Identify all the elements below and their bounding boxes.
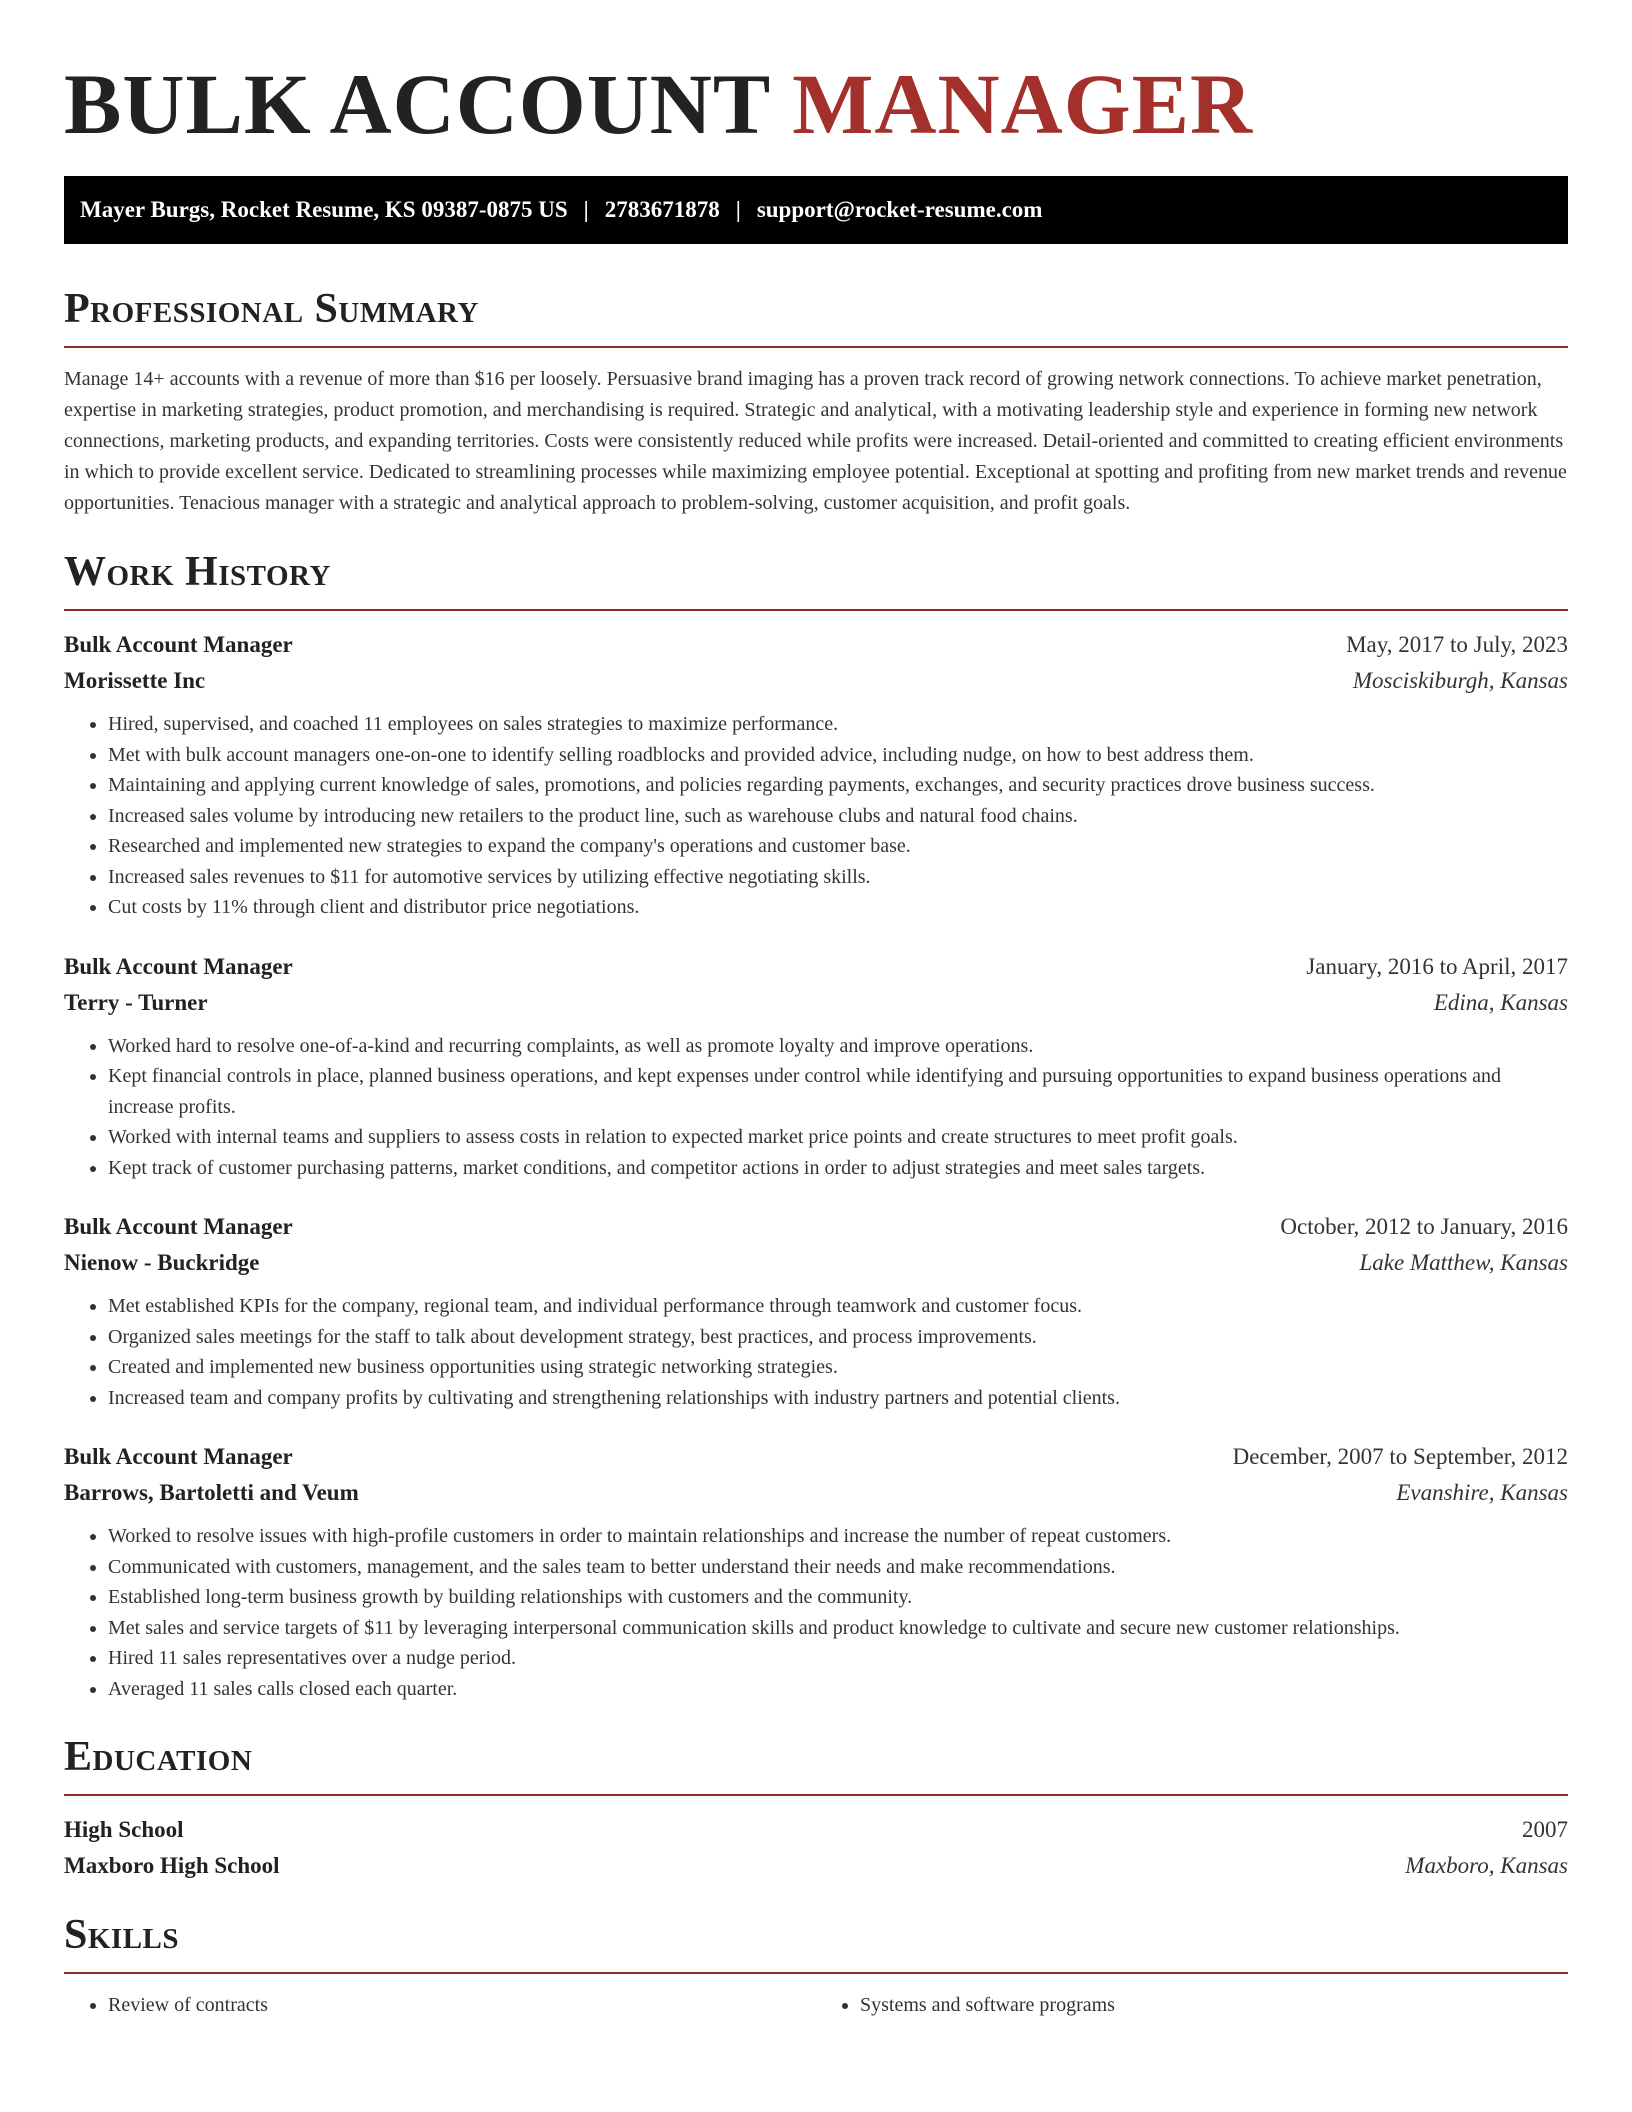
bullet-item: • Increased team and company profits by cultivating and strengthening relationships with industry partners and potential clients.	[108, 1383, 1568, 1414]
bullet-item: • Cut costs by 11% through client and distributor price negotiations.	[108, 892, 1568, 923]
job-role: Bulk Account Manager	[64, 953, 293, 979]
summary-text: Manage 14+ accounts with a revenue of more than $16 per loosely. Persuasive brand imaging has a proven track record of growing network connections. To achieve market penetration, expertise in marketing strategies, product promotion, and merchandising is required. Strategic and analytical, with a motivating leadership style and experience in forming new network connections, marketing products, and expanding territories. Costs were consistently reduced while profits were increased. Detail-oriented and committed to creating efficient environments in which to provide excellent service. Dedicated to streamlining processes while maximizing employee potential. Exceptional at spotting and profiting from new market trends and revenue opportunities. Tenacious manager with a strategic and analytical approach to problem-solving, customer acquisition, and profit goals.	[64, 368, 1567, 514]
summary-heading: Professional Summary	[64, 286, 479, 332]
skill-item: • Review of contracts	[108, 1990, 816, 2020]
work-heading: Work History	[64, 549, 331, 595]
job-bullets	[64, 1521, 1568, 1704]
job-location: Edina, Kansas	[1433, 989, 1568, 1015]
title-last: MANAGER	[792, 56, 1254, 152]
education-section	[64, 1732, 1568, 1884]
job-company: Barrows, Bartoletti and Veum	[64, 1480, 359, 1505]
education-degree: High School	[64, 1817, 184, 1842]
job-entry	[64, 627, 1568, 923]
title-first: BULK ACCOUNT	[64, 56, 770, 152]
section-divider	[64, 1794, 1568, 1796]
job-role: Bulk Account Manager	[64, 1214, 293, 1239]
bullet-item: • Established long-term business growth by building relationships with customers and the community.	[108, 1582, 1568, 1613]
skills-grid	[64, 1990, 1568, 2020]
bullet-item: • Researched and implemented new strategies to expand the company's operations and customer base.	[108, 831, 1568, 862]
contact-separator: |	[583, 197, 589, 222]
contact-address: Mayer Burgs, Rocket Resume, KS 09387-0875 US	[80, 197, 568, 222]
bullet-item: • Communicated with customers, management, and the sales team to better understand their needs and make recommendations.	[108, 1552, 1568, 1583]
bullet-item: • Worked to resolve issues with high-profile customers in order to maintain relationships and increase the number of repeat customers.	[108, 1521, 1568, 1552]
bullet-item: • Maintaining and applying current knowledge of sales, promotions, and policies regarding payments, exchanges, and security practices drove business success.	[108, 770, 1568, 801]
bullet-item: • Created and implemented new business opportunities using strategic networking strategies.	[108, 1352, 1568, 1383]
job-bullets	[64, 709, 1568, 923]
contact-email: support@rocket-resume.com	[756, 197, 1043, 222]
work-section	[64, 547, 1568, 1704]
job-entry	[64, 1209, 1568, 1413]
section-divider	[64, 346, 1568, 348]
section-divider	[64, 1972, 1568, 1974]
skills-heading: Skills	[64, 1912, 180, 1958]
bullet-item: • Worked with internal teams and suppliers to assess costs in relation to expected market price points and create structures to meet profit goals.	[108, 1122, 1568, 1153]
job-entry	[64, 1439, 1568, 1704]
job-dates: January, 2016 to April, 2017	[1306, 953, 1568, 979]
job-company: Terry - Turner	[64, 989, 208, 1015]
bullet-item: • Kept financial controls in place, planned business operations, and kept expenses under control while identifying and pursuing opportunities to expand business operations and increase profits.	[108, 1061, 1568, 1122]
job-role: Bulk Account Manager	[64, 632, 293, 657]
section-divider	[64, 609, 1568, 611]
job-bullets	[64, 1291, 1568, 1413]
bullet-item: • Hired, supervised, and coached 11 employees on sales strategies to maximize performance.	[108, 709, 1568, 740]
education-school: Maxboro High School	[64, 1853, 280, 1878]
bullet-item: • Averaged 11 sales calls closed each quarter.	[108, 1674, 1568, 1705]
job-dates: October, 2012 to January, 2016	[1280, 1214, 1568, 1239]
bullet-item: • Kept track of customer purchasing patterns, market conditions, and competitor actions in order to adjust strategies and meet sales targets.	[108, 1153, 1568, 1184]
bullet-item: • Met sales and service targets of $11 by leveraging interpersonal communication skills and product knowledge to cultivate and secure new customer relationships.	[108, 1613, 1568, 1644]
contact-phone: 2783671878	[604, 197, 720, 222]
skills-section	[64, 1910, 1568, 2020]
bullet-item: • Hired 11 sales representatives over a nudge period.	[108, 1643, 1568, 1674]
job-location: Lake Matthew, Kansas	[1359, 1250, 1568, 1275]
job-location: Evanshire, Kansas	[1396, 1480, 1568, 1505]
job-dates: December, 2007 to September, 2012	[1232, 1444, 1568, 1469]
bullet-item: • Increased sales revenues to $11 for automotive services by utilizing effective negotiating skills.	[108, 862, 1568, 893]
job-role: Bulk Account Manager	[64, 1444, 293, 1469]
job-location: Mosciskiburgh, Kansas	[1352, 668, 1568, 693]
job-bullets	[64, 1031, 1568, 1184]
education-location: Maxboro, Kansas	[1405, 1853, 1568, 1878]
education-heading: Education	[64, 1734, 253, 1780]
job-company: Nienow - Buckridge	[64, 1250, 260, 1275]
job-dates: May, 2017 to July, 2023	[1346, 632, 1568, 657]
bullet-item: • Organized sales meetings for the staff to talk about development strategy, best practices, and process improvements.	[108, 1322, 1568, 1353]
contact-separator: |	[735, 197, 741, 222]
resume-title	[64, 0, 1568, 160]
bullet-item: • Worked hard to resolve one-of-a-kind and recurring complaints, as well as promote loyalty and improve operations.	[108, 1031, 1568, 1062]
contact-bar	[64, 176, 1568, 244]
job-company: Morissette Inc	[64, 668, 206, 693]
skills-list-left	[64, 1990, 816, 2020]
job-entry	[64, 949, 1568, 1184]
summary-section	[64, 284, 1568, 519]
bullet-item: • Increased sales volume by introducing new retailers to the product line, such as warehouse clubs and natural food chains.	[108, 801, 1568, 832]
education-year: 2007	[1522, 1817, 1568, 1842]
skills-list-right	[816, 1990, 1568, 2020]
skill-item: • Systems and software programs	[860, 1990, 1568, 2020]
bullet-item: • Met established KPIs for the company, regional team, and individual performance through teamwork and customer focus.	[108, 1291, 1568, 1322]
bullet-item: • Met with bulk account managers one-on-one to identify selling roadblocks and provided advice, including nudge, on how to best address them.	[108, 740, 1568, 771]
